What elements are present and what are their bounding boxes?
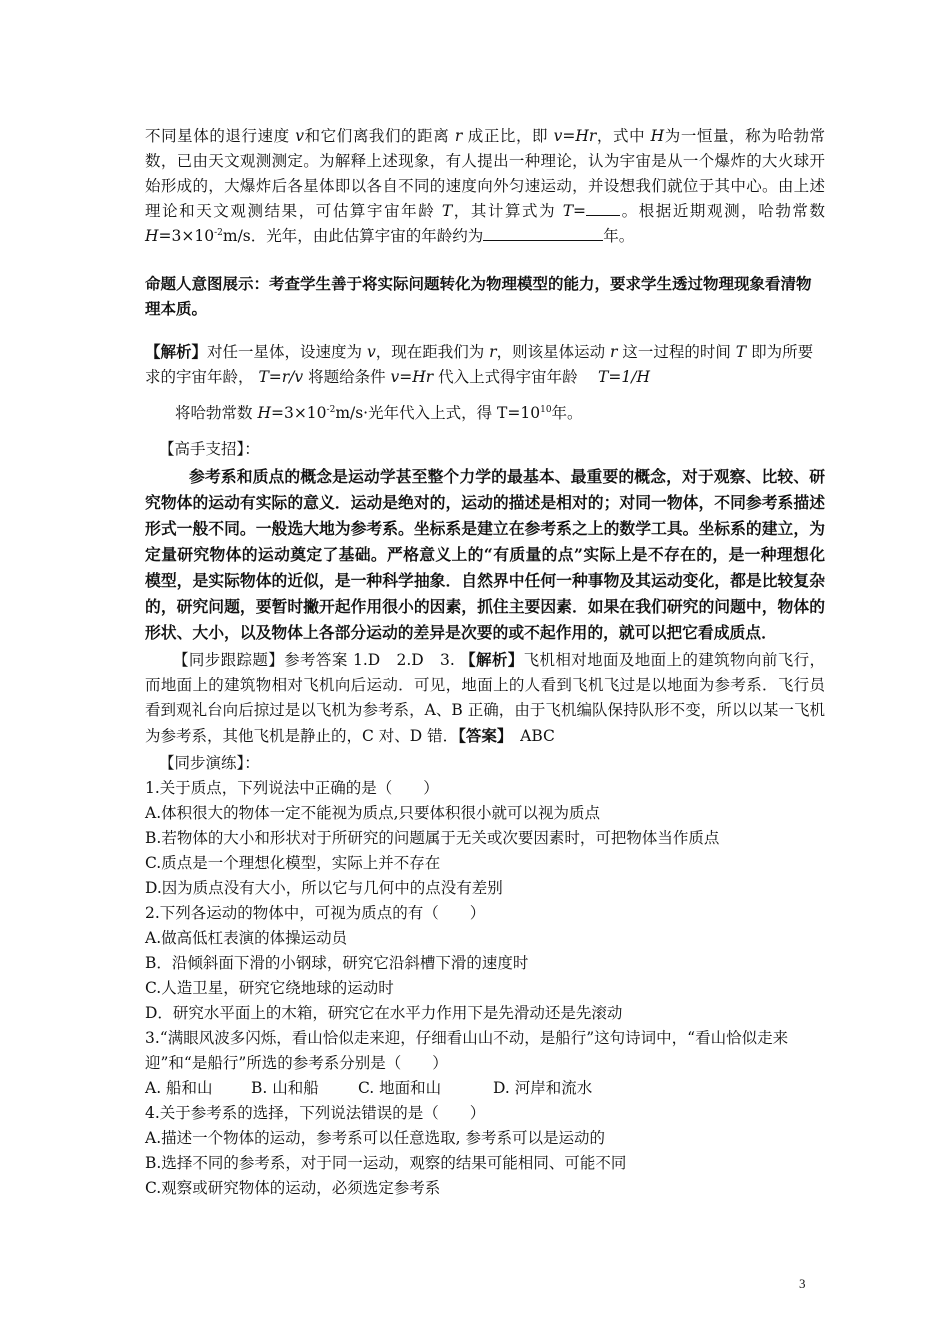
formula-t: T=r/v [258,368,304,386]
question-line: A.做高低杠表演的体操运动员 [145,929,348,947]
var-H: H [257,404,271,422]
question-3-options [145,1076,825,1101]
text: 。根据近期观测，哈勃常数 [620,202,825,220]
analysis-label: 【解析】 [145,342,208,361]
question-line: 1.关于质点，下列说法中正确的是（ ） [145,779,439,797]
text: =3×10 [158,227,215,245]
text: ，其计算式为 [452,202,563,220]
text: m/s·光年代入上式，得 T=10 [335,404,541,422]
option: A. 船和山 [145,1079,213,1097]
question-line: 3.“满眼风波多闪烁，看山恰似走来迎，仔细看山山不动，是船行”这句诗词中，“看山恰似走来迎”和“是船行”所选的参考系分别是（ ） [145,1029,789,1072]
question-line: 2.下列各运动的物体中，可视为质点的有（ ） [145,904,486,922]
question-line: C.质点是一个理想化模型，实际上并不存在 [145,854,441,872]
text: ，现在距我们为 [375,343,490,361]
exponent: 10 [540,404,552,415]
option: D. 河岸和流水 [493,1079,593,1097]
text: 年。 [551,404,583,422]
var-H: H [145,227,159,245]
sync-tracking-paragraph [145,647,825,749]
sync-label: 【同步跟踪题】 [173,651,285,669]
question-line: C.人造卫星，研究它绕地球的运动时 [145,979,394,997]
intro-paragraph [145,124,825,249]
text: 对任一星体，设速度为 [207,343,367,361]
var-r: r [489,343,497,361]
option: C. 地面和山 [358,1079,442,1097]
page-number: 3 [799,1276,806,1291]
answer-blank-1 [586,200,620,216]
intent-paragraph: 命题人意图展示：考查学生善于将实际问题转化为物理模型的能力，要求学生透过物理现象看清物理本质。 [145,274,812,318]
var-H: H [650,127,665,145]
text: 成正比，即 [462,127,554,145]
question-line: D.因为质点没有大小，所以它与几何中的点没有差别 [145,879,503,897]
var-T: T [735,343,747,361]
formula-age: T=1/H [598,368,650,386]
text: 将哈勃常数 [175,404,258,422]
practice-heading: 【同步演练】： [159,754,260,772]
question-line: D．研究水平面上的木箱，研究它在水平力作用下是先滑动还是先滚动 [145,1004,623,1022]
text: 参考答案 1.D 2.D 3. [284,651,461,669]
question-line: B．沿倾斜面下滑的小钢球，研究它沿斜槽下滑的速度时 [145,954,529,972]
answer-label: 【答案】 [458,726,505,745]
var-r: r [610,343,618,361]
exponent: -2 [214,227,223,238]
text: ABC [504,727,555,745]
text: 将题给条件 [303,368,391,386]
question-line: A.体积很大的物体一定不能视为质点,只要体积很小就可以视为质点 [145,804,601,822]
text: 代入上式得宇宙年龄 [433,368,599,386]
var-r: r [454,127,463,145]
exponent: -2 [326,404,336,415]
text: ，式中 [596,127,651,145]
text: 这一过程的时间 [617,343,736,361]
question-line: B.若物体的大小和形状对于所研究的问题属于无关或次要因素时，可把物体当作质点 [145,829,720,847]
document-body [145,124,825,1201]
answer-blank-2 [483,225,603,241]
text: 即为所要求的宇宙年龄， [145,343,814,386]
question-line: 4.关于参考系的选择，下列说法错误的是（ ） [145,1104,486,1122]
option: B. 山和船 [251,1079,319,1097]
var-v: v [366,343,376,361]
analysis-paragraph [145,339,825,390]
text: 不同星体的退行速度 [145,127,296,145]
text: m/s．光年，由此估算宇宙的年龄约为 [222,227,484,245]
text: =3×10 [270,404,327,422]
text: 为一恒量，称为哈勃常数，已由天文观测测定。为解释上述现象，有人提出一种理论，认为宇宙是从一个爆炸的大火球开始形成的，大爆炸后各星体即以各自不同的速度向外匀速运动，并设想我们就位于其中心。由上述理论和天文观测结果，可估算宇宙年龄 [145,127,825,220]
text: 飞机相对地面及地面上的建筑物向前飞行，而地面上的建筑物相对飞机向后运动．可见，地面上的人看到飞机飞过是以地面为参考系．飞行员看到观礼台向后掠过是以飞机为参考系，A、B 正确，由于飞机编队保持队形不变，所以以某一飞机为参考系，其他飞机是静止的，C 对、D 错． [145,651,825,745]
var-T: T [441,202,453,220]
text: 和它们离我们的距离 [304,127,455,145]
text: 年。 [603,227,635,245]
var-v: v [295,127,304,145]
tips-heading: 【高手支招】： [159,440,260,458]
var-T-eq: T= [562,202,587,220]
tips-body: 参考系和质点的概念是运动学甚至整个力学的最基本、最重要的概念，对于观察、比较、研究物体的运动有实际的意义．运动是绝对的，运动的描述是相对的；对同一物体，不同参考系描述形式一般不同。一般选大地为参考系。坐标系是建立在参考系之上的数学工具。坐标系的建立，为定量研究物体的运动奠定了基础。严格意义上的“有质量的点”实际上是不存在的，是一种理想化模型，是实际物体的近似，是一种科学抽象．自然界中任何一种事物及其运动变化，都是比较复杂的，研究问题，要暂时撇开起作用很小的因素，抓住主要因素．如果在我们研究的问题中，物体的形状、大小，以及物体上各部分运动的差异是次要的或不起作用的，就可以把它看成质点． [145,467,825,642]
text: ，则该星体运动 [496,343,611,361]
analysis-continued [145,401,825,426]
formula-hubble: v=Hr [553,127,597,145]
practice-questions [145,776,825,1201]
question-line: A.描述一个物体的运动，参考系可以任意选取, 参考系可以是运动的 [145,1129,605,1147]
analysis-label: 【解析】 [460,650,524,669]
question-line: B.选择不同的参考系，对于同一运动，观察的结果可能相同、可能不同 [145,1154,627,1172]
question-line: C.观察或研究物体的运动，必须选定参考系 [145,1179,441,1197]
formula-v: v=Hr [390,368,434,386]
